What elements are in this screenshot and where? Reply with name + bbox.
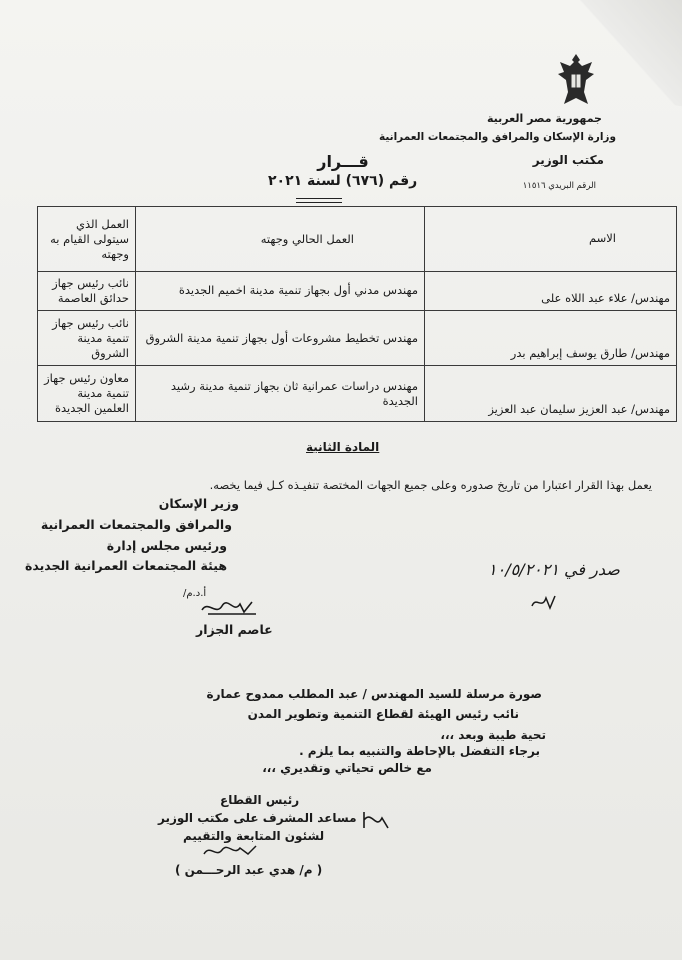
table-header-row <box>38 207 677 272</box>
sector-signature <box>200 842 260 860</box>
office-line: مكتب الوزير <box>532 153 604 167</box>
row-future: نائب رئيس جهاز تنمية مدينة الشروق <box>38 310 136 366</box>
article-two-heading: المادة الثانية <box>306 440 380 454</box>
row-name: مهندس/ عبد العزيز سليمان عبد العزيز <box>425 366 677 422</box>
minister-signature <box>198 596 262 618</box>
signatory-title-4: هيئة المجتمعات العمرانية الجديدة <box>24 558 227 573</box>
republic-line: جمهورية مصر العربية <box>487 112 602 125</box>
row-current: مهندس دراسات عمرانية ثان بجهاز تنمية مدينة رشيد الجديدة <box>136 366 425 422</box>
row-name: مهندس/ علاء عبد اللاه على <box>425 272 677 311</box>
signatory-title-2: والمرافق والمجتمعات العمرانية <box>40 517 232 532</box>
decree-title: قـــرار <box>317 152 369 171</box>
ministry-line: وزارة الإسكان والمرافق والمجتمعات العمرانية <box>378 131 616 143</box>
table-row <box>38 272 677 311</box>
copy-line-5: مع خالص تحياتي وتقديري ،،، <box>262 761 432 775</box>
table-row <box>38 310 677 366</box>
margin-initials <box>358 806 394 834</box>
row-name: مهندس/ طارق يوسف إبراهيم بدر <box>425 310 677 366</box>
sector-line-1: رئيس القطاع <box>220 793 300 807</box>
signatory-title-3: ورئيس مجلس إدارة <box>106 538 227 553</box>
title-double-underline <box>296 198 342 203</box>
postal-code: الرقم البريدي ١١٥١٦ <box>522 181 596 191</box>
header-future: العمل الذي سيتولى القيام به وجهته <box>38 207 136 272</box>
seal-label: أ.د.م/ <box>183 588 207 599</box>
handwritten-date: صدر في ١٠/٥/٢٠٢١ <box>488 560 620 579</box>
row-future: نائب رئيس جهاز حدائق العاصمة <box>38 272 136 311</box>
copy-line-3: تحية طيبة وبعد ،،، <box>440 728 546 742</box>
signatory-title-1: وزير الإسكان <box>158 496 239 511</box>
header-current: العمل الحالي وجهته <box>136 207 425 272</box>
row-current: مهندس مدني أول بجهاز تنمية مدينة اخميم الجديدة <box>136 272 425 311</box>
assignments-table <box>37 206 677 422</box>
table-row <box>38 366 677 422</box>
eagle-emblem-icon <box>556 52 596 108</box>
copy-line-1: صورة مرسلة للسيد المهندس / عبد المطلب ممدوح عمارة <box>206 687 542 701</box>
sector-line-2: مساعد المشرف على مكتب الوزير <box>158 811 357 825</box>
article-two-text: يعمل بهذا القرار اعتبارا من تاريخ صدوره وعلى جميع الجهات المختصة تنفيـذه كـل فيما يخصه. <box>209 478 652 492</box>
sector-signer-name: ( م/ هدي عبد الرحـــمن ) <box>175 863 323 877</box>
handwritten-initials <box>528 590 558 614</box>
header-name: الاسم <box>425 207 677 272</box>
copy-line-4: برجاء التفضل بالإحاطة والتنبيه بما يلزم . <box>299 744 540 758</box>
row-current: مهندس تخطيط مشروعات أول بجهاز تنمية مدينة الشروق <box>136 310 425 366</box>
decree-number: رقم (٦٧٦) لسنة ٢٠٢١ <box>268 173 418 189</box>
signatory-name: عاصم الجزار <box>196 622 273 637</box>
copy-line-2: نائب رئيس الهيئة لقطاع التنمية وتطوير المدن <box>247 707 519 721</box>
sector-line-3: لشئون المتابعة والتقييم <box>183 829 325 843</box>
row-future: معاون رئيس جهاز تنمية مدينة العلمين الجديدة <box>38 366 136 422</box>
